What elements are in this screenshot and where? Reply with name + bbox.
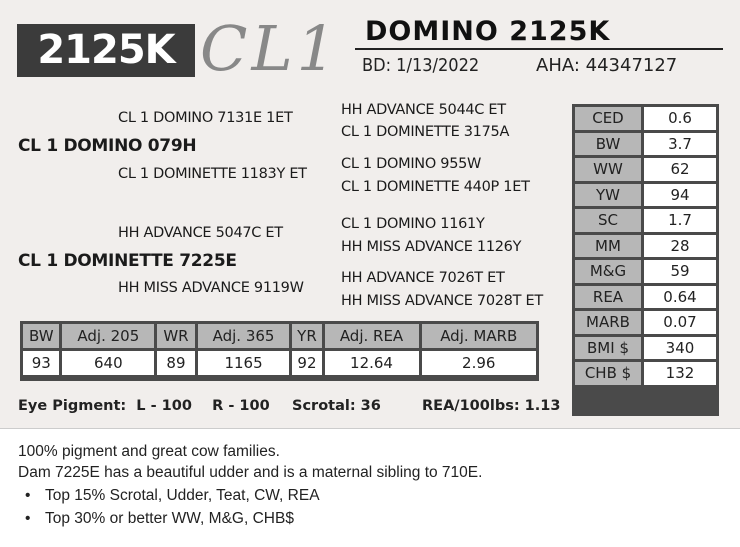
- epd-table: [572, 104, 719, 416]
- bullet-dot: •: [25, 487, 31, 504]
- epd-value: 59: [644, 260, 716, 283]
- sire-dam: CL 1 DOMINETTE 1183Y ET: [118, 166, 307, 182]
- epd-label: BMI $: [575, 337, 641, 360]
- sire-dam-dam: CL 1 DOMINETTE 440P 1ET: [341, 179, 530, 195]
- aha-number: AHA: 44347127: [536, 55, 678, 76]
- epd-label: WW: [575, 158, 641, 181]
- sire-sire-dam: CL 1 DOMINETTE 3175A: [341, 124, 510, 140]
- scrotal: Scrotal: 36: [292, 398, 381, 414]
- bullet-text: Top 30% or better WW, M&G, CHB$: [45, 510, 294, 527]
- epd-label: CHB $: [575, 362, 641, 385]
- perf-value: 640: [62, 351, 154, 375]
- dam: CL 1 DOMINETTE 7225E: [18, 251, 237, 271]
- bullet-dot: •: [25, 510, 31, 527]
- epd-label: M&G: [575, 260, 641, 283]
- epd-row: [575, 260, 716, 283]
- epd-value: 28: [644, 235, 716, 258]
- note-line: 100% pigment and great cow families.: [18, 443, 280, 460]
- sire-dam-sire: CL 1 DOMINO 955W: [341, 156, 482, 172]
- dam-sire: HH ADVANCE 5047C ET: [118, 225, 283, 241]
- epd-label: CED: [575, 107, 641, 130]
- dam-dam-sire: HH ADVANCE 7026T ET: [341, 270, 505, 286]
- epd-row: [575, 209, 716, 232]
- perf-value: 12.64: [325, 351, 419, 375]
- epd-row: [575, 337, 716, 360]
- epd-value: 0.07: [644, 311, 716, 334]
- perf-header: Adj. 365: [198, 324, 290, 348]
- note-bullet: [25, 487, 320, 505]
- rea-per-100lbs: REA/100lbs: 1.13: [422, 398, 561, 414]
- eye-pigment: Eye Pigment: L - 100 R - 100: [18, 398, 270, 414]
- sire-sire-sire: HH ADVANCE 5044C ET: [341, 102, 506, 118]
- perf-value: 89: [157, 351, 194, 375]
- epd-row: [575, 133, 716, 156]
- dam-dam-dam: HH MISS ADVANCE 7028T ET: [341, 293, 543, 309]
- epd-label: REA: [575, 286, 641, 309]
- performance-table: [20, 321, 539, 381]
- perf-header: BW: [23, 324, 59, 348]
- sire-sire: CL 1 DOMINO 7131E 1ET: [118, 110, 293, 126]
- sire: CL 1 DOMINO 079H: [18, 136, 197, 156]
- epd-value: 0.6: [644, 107, 716, 130]
- epd-row: [575, 158, 716, 181]
- tag-number-box: 2125K: [17, 24, 195, 77]
- epd-label: MM: [575, 235, 641, 258]
- perf-header: Adj. MARB: [422, 324, 536, 348]
- epd-label: SC: [575, 209, 641, 232]
- epd-value: 0.64: [644, 286, 716, 309]
- animal-name: DOMINO 2125K: [365, 16, 611, 47]
- epd-value: 94: [644, 184, 716, 207]
- perf-value: 1165: [198, 351, 290, 375]
- epd-value: 3.7: [644, 133, 716, 156]
- dam-dam: HH MISS ADVANCE 9119W: [118, 280, 304, 296]
- epd-row: [575, 184, 716, 207]
- perf-header: Adj. 205: [62, 324, 154, 348]
- note-line: Dam 7225E has a beautiful udder and is a maternal sibling to 710E.: [18, 464, 483, 481]
- epd-label: YW: [575, 184, 641, 207]
- notes-panel: [0, 428, 740, 547]
- epd-value: 62: [644, 158, 716, 181]
- perf-header: WR: [157, 324, 194, 348]
- dam-sire-sire: CL 1 DOMINO 1161Y: [341, 216, 485, 232]
- epd-label: MARB: [575, 311, 641, 334]
- epd-value: 132: [644, 362, 716, 385]
- perf-header: YR: [292, 324, 321, 348]
- perf-value: 2.96: [422, 351, 536, 375]
- epd-value: 1.7: [644, 209, 716, 232]
- dam-sire-dam: HH MISS ADVANCE 1126Y: [341, 239, 522, 255]
- perf-value: 92: [292, 351, 321, 375]
- perf-header: Adj. REA: [325, 324, 419, 348]
- epd-value: 340: [644, 337, 716, 360]
- epd-label: BW: [575, 133, 641, 156]
- performance-value-row: [23, 351, 536, 375]
- epd-row: [575, 286, 716, 309]
- note-bullet: [25, 510, 294, 528]
- epd-row: [575, 235, 716, 258]
- epd-row: [575, 107, 716, 130]
- epd-row: [575, 311, 716, 334]
- performance-header-row: [23, 324, 536, 348]
- title-divider: [355, 48, 723, 50]
- cl1-logo: CL1: [200, 12, 341, 85]
- birth-date: BD: 1/13/2022: [362, 55, 480, 76]
- epd-row: [575, 362, 716, 385]
- perf-value: 93: [23, 351, 59, 375]
- bullet-text: Top 15% Scrotal, Udder, Teat, CW, REA: [45, 487, 320, 504]
